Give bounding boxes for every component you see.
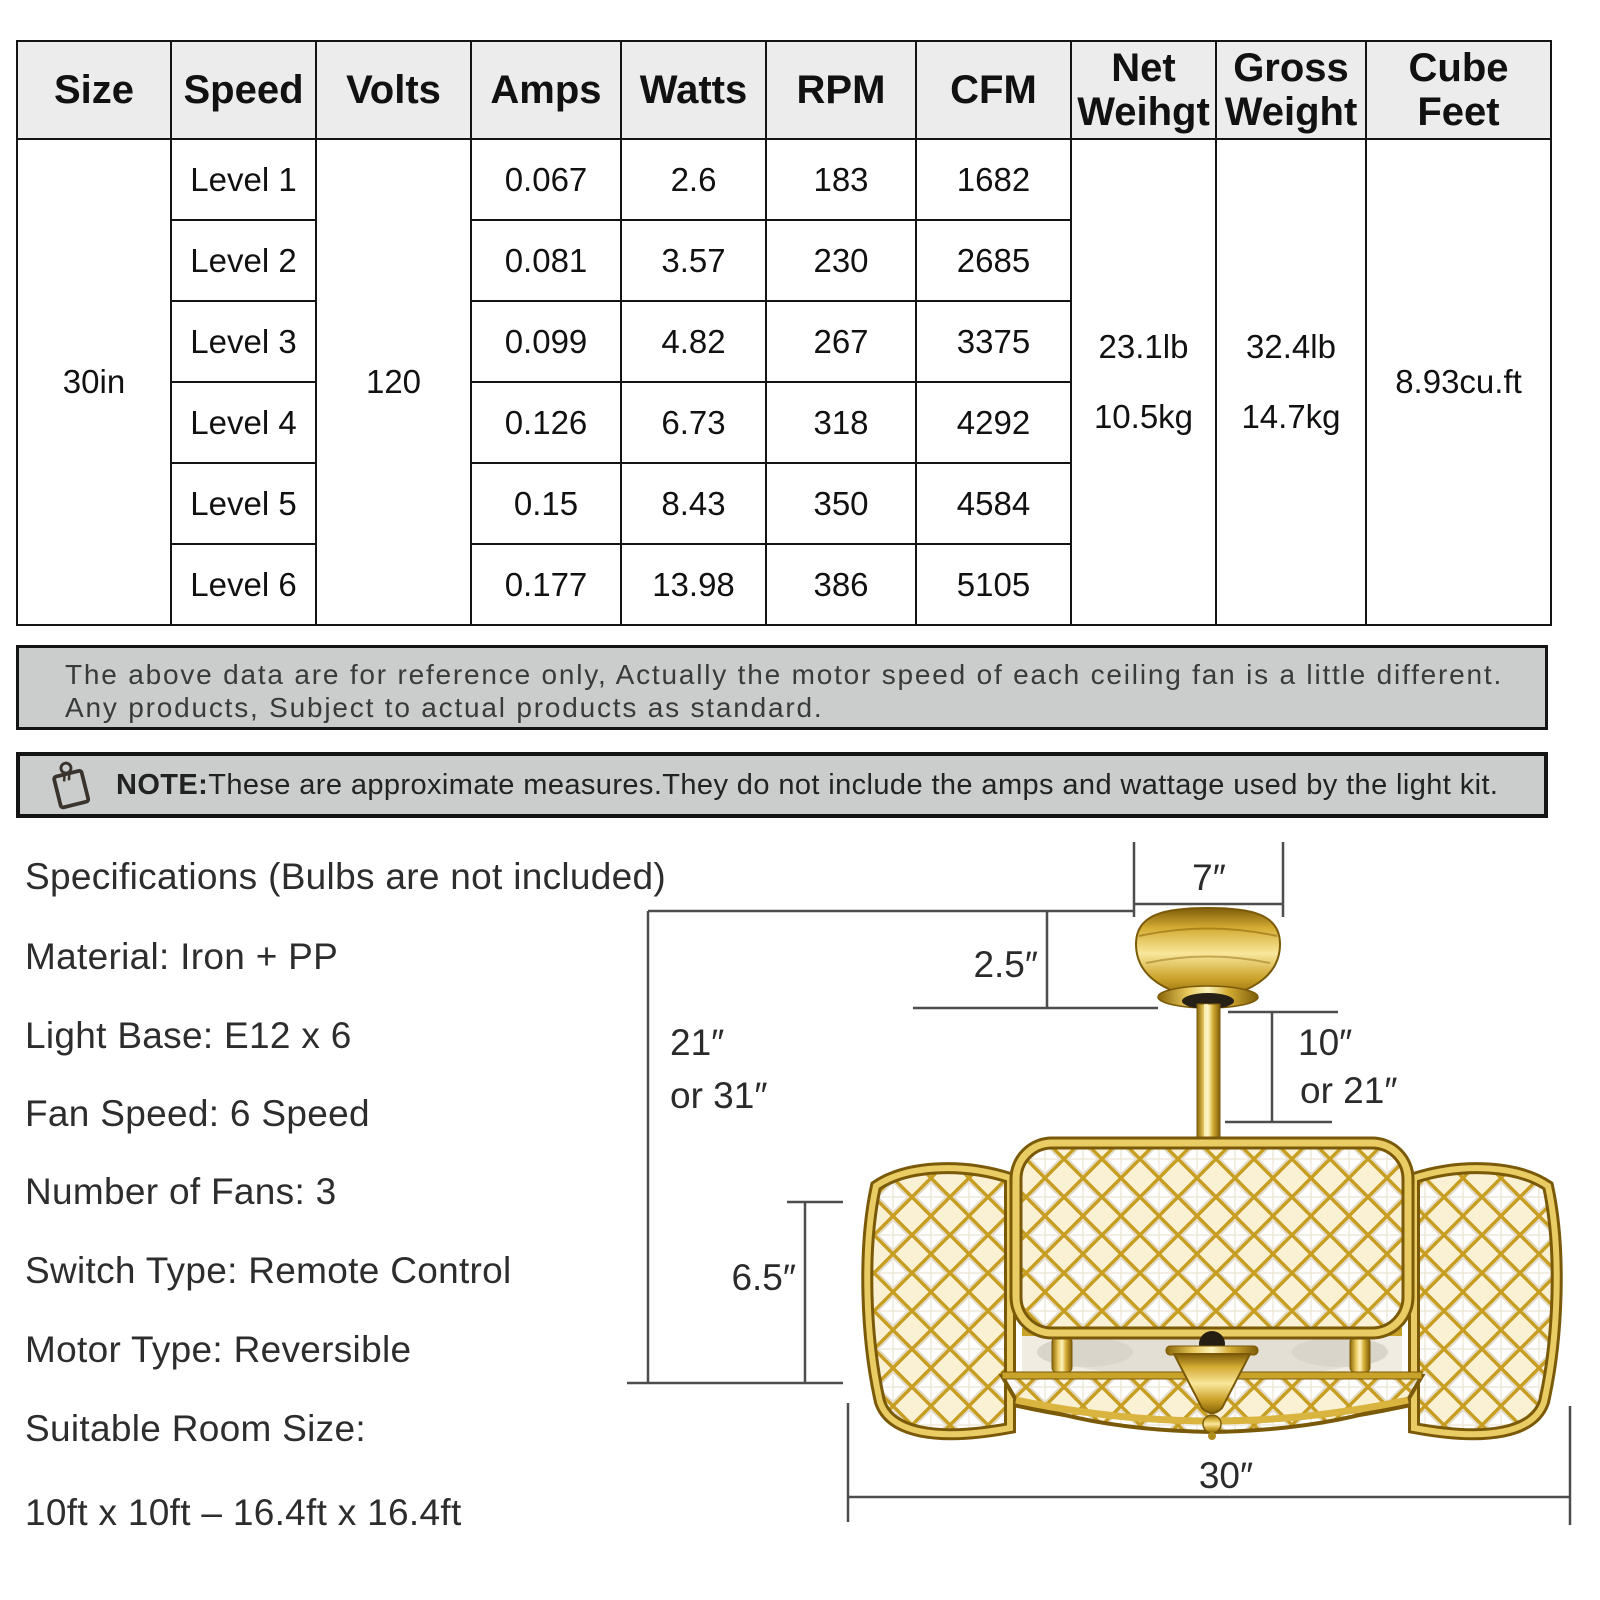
amps-cell: 0.081 (471, 220, 621, 301)
header-volts: Volts (316, 41, 471, 139)
size-cell: 30in (17, 139, 171, 625)
dim-diameter-label: 30″ (1198, 1455, 1254, 1496)
cfm-cell: 1682 (916, 139, 1071, 220)
header-amps: Amps (471, 41, 621, 139)
spec-motor-type: Motor Type: Reversible (25, 1329, 412, 1370)
ceiling-fan-illustration (867, 908, 1556, 1440)
fan-blade (1292, 1337, 1388, 1367)
header-speed: Speed (171, 41, 316, 139)
crystal-drum-cage (867, 1143, 1556, 1440)
left-panel (867, 1168, 1010, 1434)
spec-material: Material: Iron + PP (25, 936, 339, 977)
cfm-cell: 3375 (916, 301, 1071, 382)
cfm-cell: 2685 (916, 220, 1071, 301)
gross-weight-kg: 14.7kg (1241, 398, 1341, 435)
header-watts: Watts (621, 41, 766, 139)
dim-downrod-alt-label: or 21″ (1300, 1070, 1398, 1111)
level-cell: Level 1 (171, 139, 316, 220)
note-body: These are approximate measures.They do not include the amps and wattage used by the light kit. (208, 768, 1499, 801)
level-cell: Level 4 (171, 382, 316, 463)
cfm-cell: 5105 (916, 544, 1071, 625)
spec-room-size-value: 10ft x 10ft – 16.4ft x 16.4ft (25, 1492, 462, 1533)
notepad-icon (46, 760, 96, 810)
amps-cell: 0.126 (471, 382, 621, 463)
spec-fan-speed: Fan Speed: 6 Speed (25, 1093, 370, 1134)
dim-canopy-height-label: 2.5″ (973, 944, 1038, 985)
net-weight-kg: 10.5kg (1093, 398, 1194, 435)
header-net-weight: Net Weihgt (1071, 41, 1216, 139)
disclaimer-line-2: Any products, Subject to actual products as standard. (65, 692, 824, 723)
rpm-cell: 230 (766, 220, 916, 301)
front-panel (1016, 1143, 1408, 1333)
watts-cell: 3.57 (621, 220, 766, 301)
right-panel (1414, 1168, 1557, 1434)
net-weight-cell (1071, 139, 1216, 625)
note-box (16, 752, 1548, 818)
watts-cell: 8.43 (621, 463, 766, 544)
dim-height-alt-label: or 31″ (670, 1075, 768, 1116)
cube-feet-cell: 8.93cu.ft (1366, 139, 1551, 625)
rpm-cell: 267 (766, 301, 916, 382)
header-size: Size (17, 41, 171, 139)
level-cell: Level 2 (171, 220, 316, 301)
header-gross-weight: Gross Weight (1216, 41, 1366, 139)
table-row (17, 139, 1551, 220)
gross-weight-cell (1216, 139, 1366, 625)
spec-room-size-label: Suitable Room Size: (25, 1408, 366, 1449)
table-header-row (17, 41, 1551, 139)
watts-cell: 13.98 (621, 544, 766, 625)
net-weight-lb: 23.1lb (1098, 328, 1189, 365)
dim-downrod-min-label: 10″ (1298, 1022, 1353, 1063)
header-rpm: RPM (766, 41, 916, 139)
fan-dimension-diagram (600, 830, 1600, 1600)
level-cell: Level 5 (171, 463, 316, 544)
cfm-cell: 4292 (916, 382, 1071, 463)
fan-spec-table (16, 40, 1552, 626)
spec-number-of-fans: Number of Fans: 3 (25, 1171, 337, 1212)
fan-blade (1037, 1337, 1133, 1367)
rpm-cell: 350 (766, 463, 916, 544)
rpm-cell: 386 (766, 544, 916, 625)
bulb-socket (1350, 1338, 1370, 1372)
header-cfm: CFM (916, 41, 1071, 139)
disclaimer-box (16, 645, 1548, 730)
note-text (116, 769, 1498, 802)
bulb-socket (1052, 1338, 1072, 1372)
canopy (1136, 908, 1280, 1009)
watts-cell: 6.73 (621, 382, 766, 463)
amps-cell: 0.177 (471, 544, 621, 625)
header-cube-feet: Cube Feet (1366, 41, 1551, 139)
volts-cell: 120 (316, 139, 471, 625)
level-cell: Level 6 (171, 544, 316, 625)
dim-height-min-label: 21″ (670, 1022, 725, 1063)
amps-cell: 0.099 (471, 301, 621, 382)
amps-cell: 0.067 (471, 139, 621, 220)
rpm-cell: 183 (766, 139, 916, 220)
spec-light-base: Light Base: E12 x 6 (25, 1015, 352, 1056)
specs-title: Specifications (Bulbs are not included) (25, 856, 667, 897)
note-label: NOTE: (116, 768, 209, 801)
amps-cell: 0.15 (471, 463, 621, 544)
spec-switch-type: Switch Type: Remote Control (25, 1250, 512, 1291)
rpm-cell: 318 (766, 382, 916, 463)
downrod (1197, 1004, 1220, 1146)
dim-body-height-label: 6.5″ (731, 1257, 796, 1298)
gross-weight-lb: 32.4lb (1246, 328, 1336, 365)
watts-cell: 4.82 (621, 301, 766, 382)
disclaimer-line-1: The above data are for reference only, Actually the motor speed of each ceiling fan is a little different. (65, 659, 1504, 690)
watts-cell: 2.6 (621, 139, 766, 220)
cfm-cell: 4584 (916, 463, 1071, 544)
dim-canopy-width-label: 7″ (1192, 857, 1226, 898)
level-cell: Level 3 (171, 301, 316, 382)
